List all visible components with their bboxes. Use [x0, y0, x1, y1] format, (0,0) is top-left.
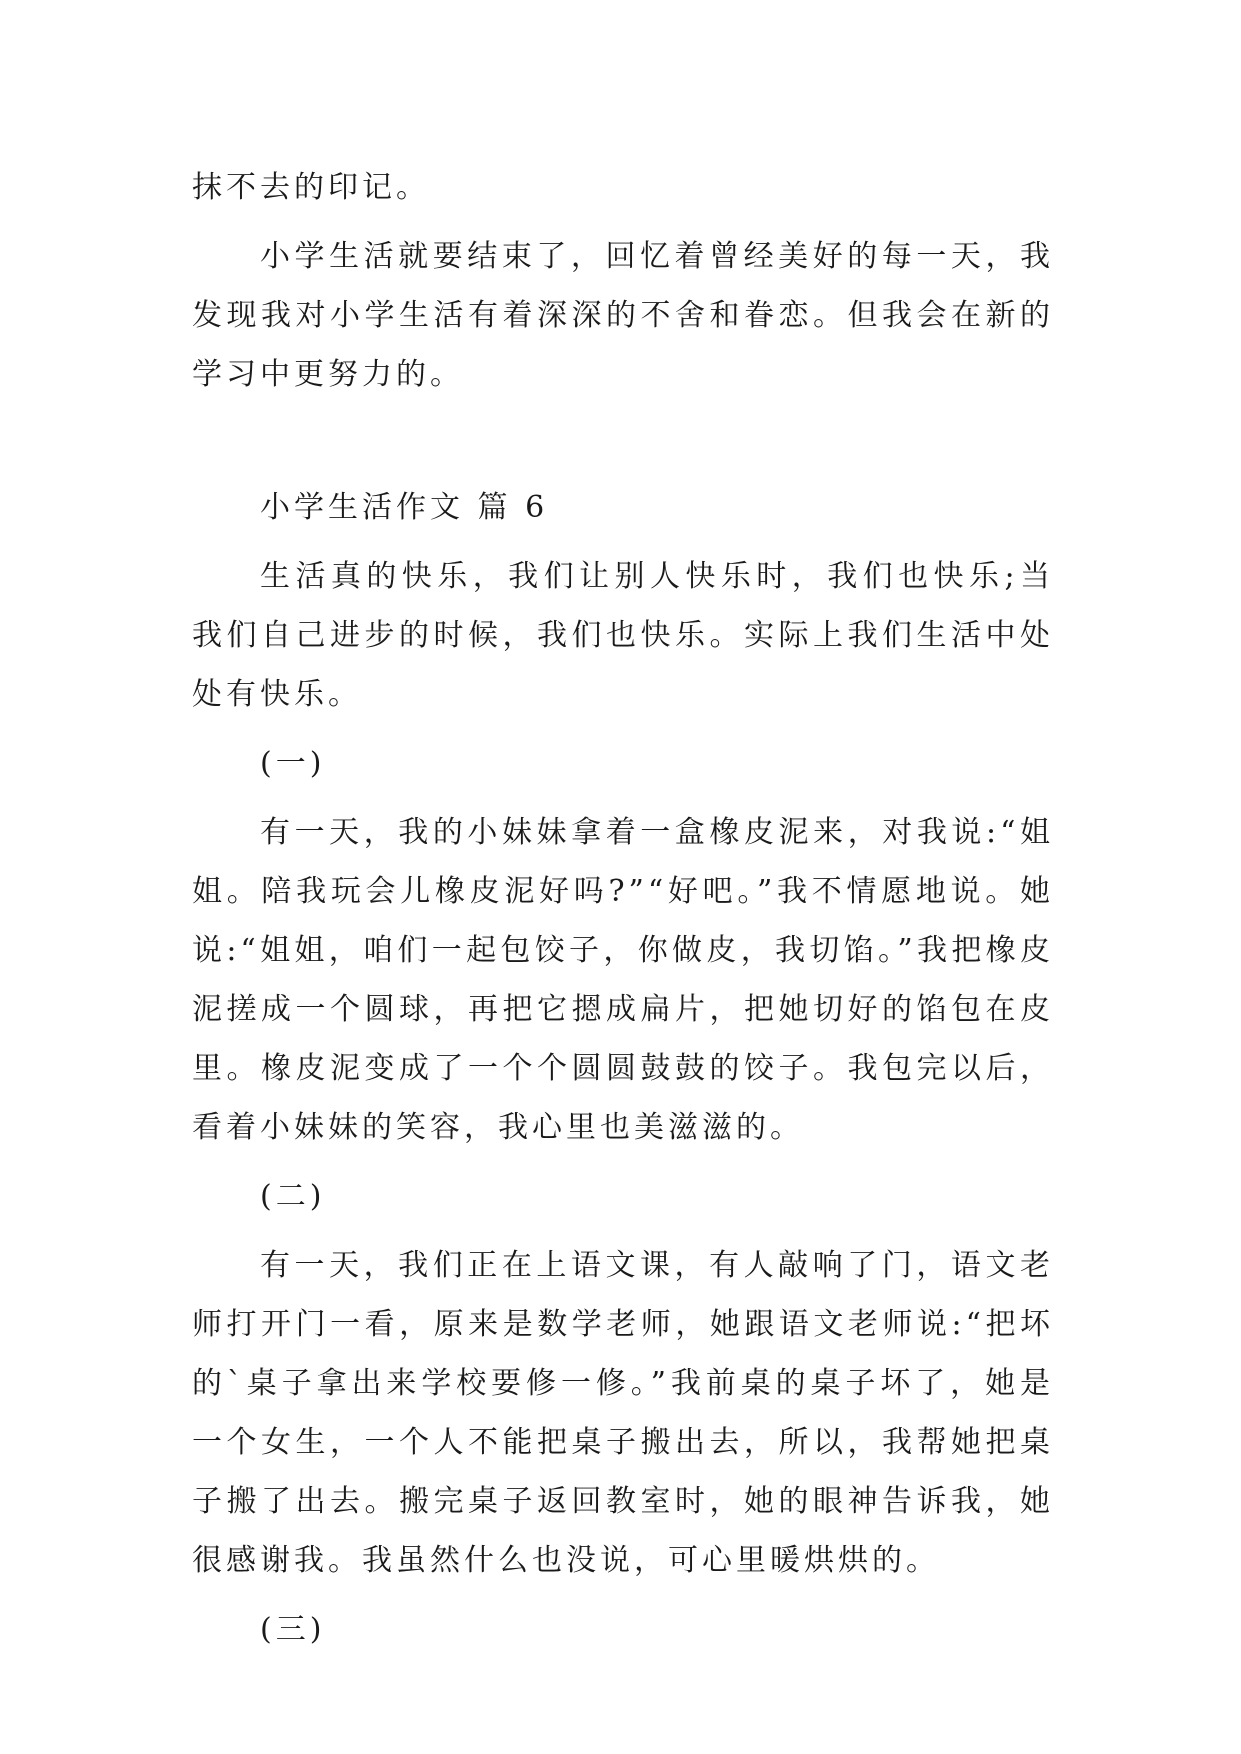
subsection-marker-3: (三) [260, 1612, 326, 1647]
document-page [192, 158, 1054, 1659]
subsection-marker-1: (一) [260, 746, 326, 781]
paragraph-story-1: 有一天，我的小妹妹拿着一盒橡皮泥来，对我说:“姐姐。陪我玩会儿橡皮泥好吗?”“好吧。”我不情愿地说。她说:“姐姐，咱们一起包饺子，你做皮，我切馅。”我把橡皮泥搓成一个圆球，再把它摁成扁片，把她切好的馅包在皮里。橡皮泥变成了一个个圆圆鼓鼓的饺子。我包完以后，看着小妹妹的笑容，我心里也美滋滋的。 [192, 815, 1054, 1145]
paragraph-conclusion: 小学生活就要结束了，回忆着曾经美好的每一天，我发现我对小学生活有着深深的不舍和眷恋。但我会在新的学习中更努力的。 [192, 239, 1054, 392]
section-heading: 小学生活作文 篇 6 [260, 490, 549, 525]
subsection-marker-2: (二) [260, 1179, 326, 1214]
paragraph-intro: 生活真的快乐，我们让别人快乐时，我们也快乐;当我们自己进步的时候，我们也快乐。实际上我们生活中处处有快乐。 [192, 559, 1054, 712]
paragraph-continuation: 抹不去的印记。 [192, 170, 430, 205]
paragraph-story-2: 有一天，我们正在上语文课，有人敲响了门，语文老师打开门一看，原来是数学老师，她跟语文老师说:“把坏的`桌子拿出来学校要修一修。”我前桌的桌子坏了，她是一个女生，一个人不能把桌子搬出去，所以，我帮她把桌子搬了出去。搬完桌子返回教室时，她的眼神告诉我，她很感谢我。我虽然什么也没说，可心里暖烘烘的。 [192, 1248, 1054, 1578]
